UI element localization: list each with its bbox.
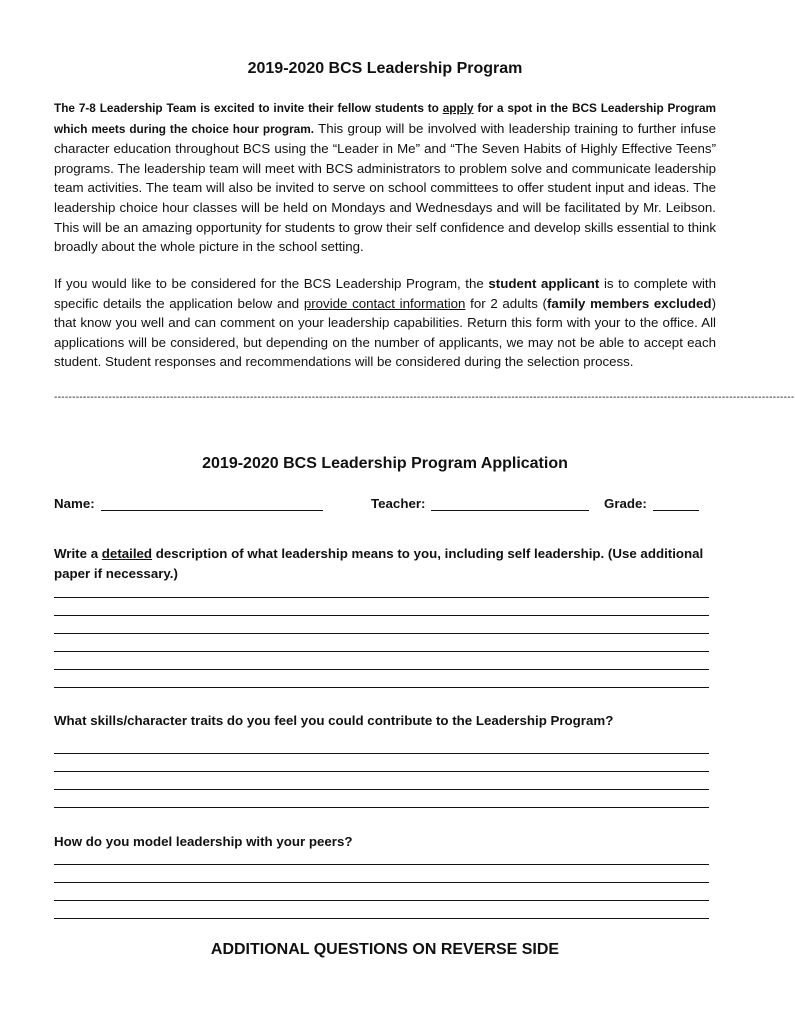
instructions-part1: If you would like to be considered for the BCS Leadership Program, the	[54, 276, 489, 291]
instructions-part3: for 2 adults (	[465, 295, 547, 311]
provide-contact-text: provide contact information	[303, 295, 466, 311]
answer-line[interactable]	[54, 753, 709, 754]
answer-line[interactable]	[54, 882, 709, 883]
answer-line[interactable]	[54, 651, 709, 652]
question-skills-traits: What skills/character traits do you feel you could contribute to the Leadership Program?	[54, 713, 614, 728]
answer-line[interactable]	[54, 771, 709, 772]
intro-paragraph	[54, 98, 716, 257]
family-excluded-text: family members excluded	[547, 295, 712, 311]
reverse-side-notice: ADDITIONAL QUESTIONS ON REVERSE SIDE	[210, 941, 560, 958]
application-title: 2019-2020 BCS Leadership Program Application	[202, 455, 568, 472]
answer-line[interactable]	[54, 864, 709, 865]
instructions-paragraph	[54, 274, 716, 372]
q1-part-b: description of what leadership means to you, including self leadership. (Use additional paper if necessary.)	[54, 546, 704, 581]
teacher-field-group	[371, 496, 589, 511]
student-applicant-text: student applicant	[488, 276, 600, 291]
answer-line[interactable]	[54, 789, 709, 790]
detailed-word: detailed	[101, 546, 153, 561]
q1-part-a: Write a	[54, 546, 102, 561]
instructions-part2: is to complete with specific details the application below and	[54, 276, 716, 311]
name-field[interactable]	[101, 496, 323, 511]
intro-lead-b: for a spot in the BCS Leadership Program which meets during the choice hour program.	[54, 101, 717, 136]
teacher-field[interactable]	[431, 496, 589, 511]
grade-field[interactable]	[653, 496, 699, 511]
answer-line[interactable]	[54, 633, 709, 634]
answer-line[interactable]	[54, 807, 709, 808]
grade-field-group	[604, 496, 699, 511]
name-field-group	[54, 496, 323, 511]
answer-line[interactable]	[54, 615, 709, 616]
intro-lead-a: The 7-8 Leadership Team is excited to invite their fellow students to	[54, 101, 443, 115]
teacher-label: Teacher:	[371, 496, 426, 511]
answer-line[interactable]	[54, 918, 709, 919]
student-info-row	[54, 496, 716, 520]
question-leadership-meaning	[54, 544, 716, 584]
instructions-part4: ) that know you well and can comment on your leadership capabilities. Return this form with your to the office. All applications will be considered, but depending on the number of applicants, we may not be able to accept each student. Student responses and recommendations will be considered during the selection process.	[54, 295, 716, 370]
name-label: Name:	[54, 496, 95, 511]
intro-body: This group will be involved with leadership training to further infuse character education throughout BCS using the “Leader in Me” and “The Seven Habits of Highly Effective Teens” programs. The leadership team will meet with BCS administrators to problem solve and communicate leadership team activities. The team will also be invited to serve on school committees to offer student input and ideas. The leadership choice hour classes will be held on Mondays and Wednesdays and will be facilitated by Mr. Leibson. This will be an amazing opportunity for students to grow their self confidence and develop skills essential to think broadly about the whole picture in the school setting.	[54, 120, 716, 255]
answer-line[interactable]	[54, 687, 709, 688]
answer-line[interactable]	[54, 669, 709, 670]
program-title: 2019-2020 BCS Leadership Program	[247, 60, 523, 77]
cut-separator: ------------------------------------------------------------------------------------------------------------------------------------------------------------------------------------------------------------	[54, 392, 795, 403]
grade-label: Grade:	[604, 496, 647, 511]
question-model-leadership: How do you model leadership with your peers?	[54, 834, 353, 849]
answer-line[interactable]	[54, 900, 709, 901]
answer-line[interactable]	[54, 597, 709, 598]
apply-word: apply	[442, 101, 474, 115]
